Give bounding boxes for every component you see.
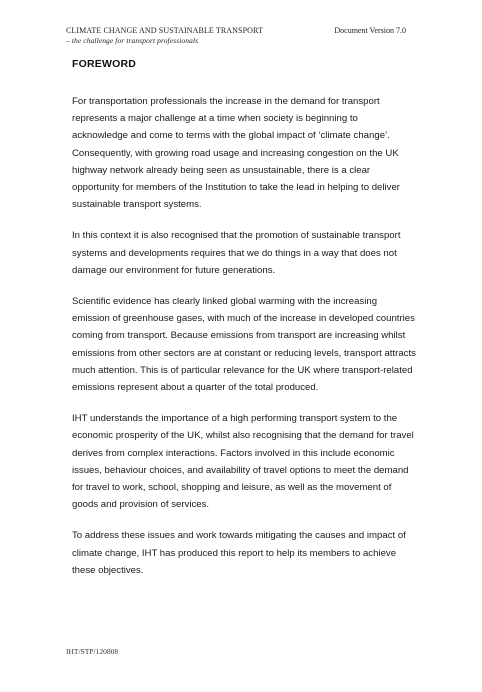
header-title: CLIMATE CHANGE AND SUSTAINABLE TRANSPORT bbox=[66, 26, 263, 35]
document-reference: IHT/STP/120808 bbox=[66, 647, 119, 656]
paragraph: IHT understands the importance of a high performing transport system to the economic prosperity of the UK, whilst also recognising that the demand for travel derives from complex interactions. Factors involved in this include economic issues, behaviour choices, and availability of travel options to meet the demand for travel to work, school, shopping and leisure, as well as the movement of goods and provision of services. bbox=[72, 413, 414, 511]
section-heading: FOREWORD bbox=[72, 58, 137, 70]
paragraph: To address these issues and work towards mitigating the causes and impact of climate change, IHT has produced this report to help its members to achieve these objectives. bbox=[72, 530, 406, 576]
paragraph: For transportation professionals the increase in the demand for transport represents a major challenge at a time when society is beginning to acknowledge and come to terms with the global impact of ‘climate change’. Consequently, with growing road usage and increasing congestion on the UK highway network already being seen as unsustainable, there is a clear opportunity for members of the Institution to take the lead in helping to deliver sustainable transport systems. bbox=[72, 96, 400, 211]
paragraph: Scientific evidence has clearly linked global warming with the increasing emission of greenhouse gases, with much of the increase in developed countries coming from transport. Because emissions from transport are increasing whilst emissions from other sectors are at constant or reducing levels, transport attracts much attention. This is of particular relevance for the UK where transport-related emissions represent about a quarter of the total produced. bbox=[72, 296, 416, 394]
body-text bbox=[72, 93, 416, 593]
running-header bbox=[66, 26, 263, 46]
header-subtitle: – the challenge for transport professionals bbox=[66, 36, 199, 45]
document-version: Document Version 7.0 bbox=[334, 26, 406, 35]
paragraph: In this context it is also recognised that the promotion of sustainable transport systems and developments requires that we do things in a way that does not damage our environment for future generations. bbox=[72, 230, 401, 276]
